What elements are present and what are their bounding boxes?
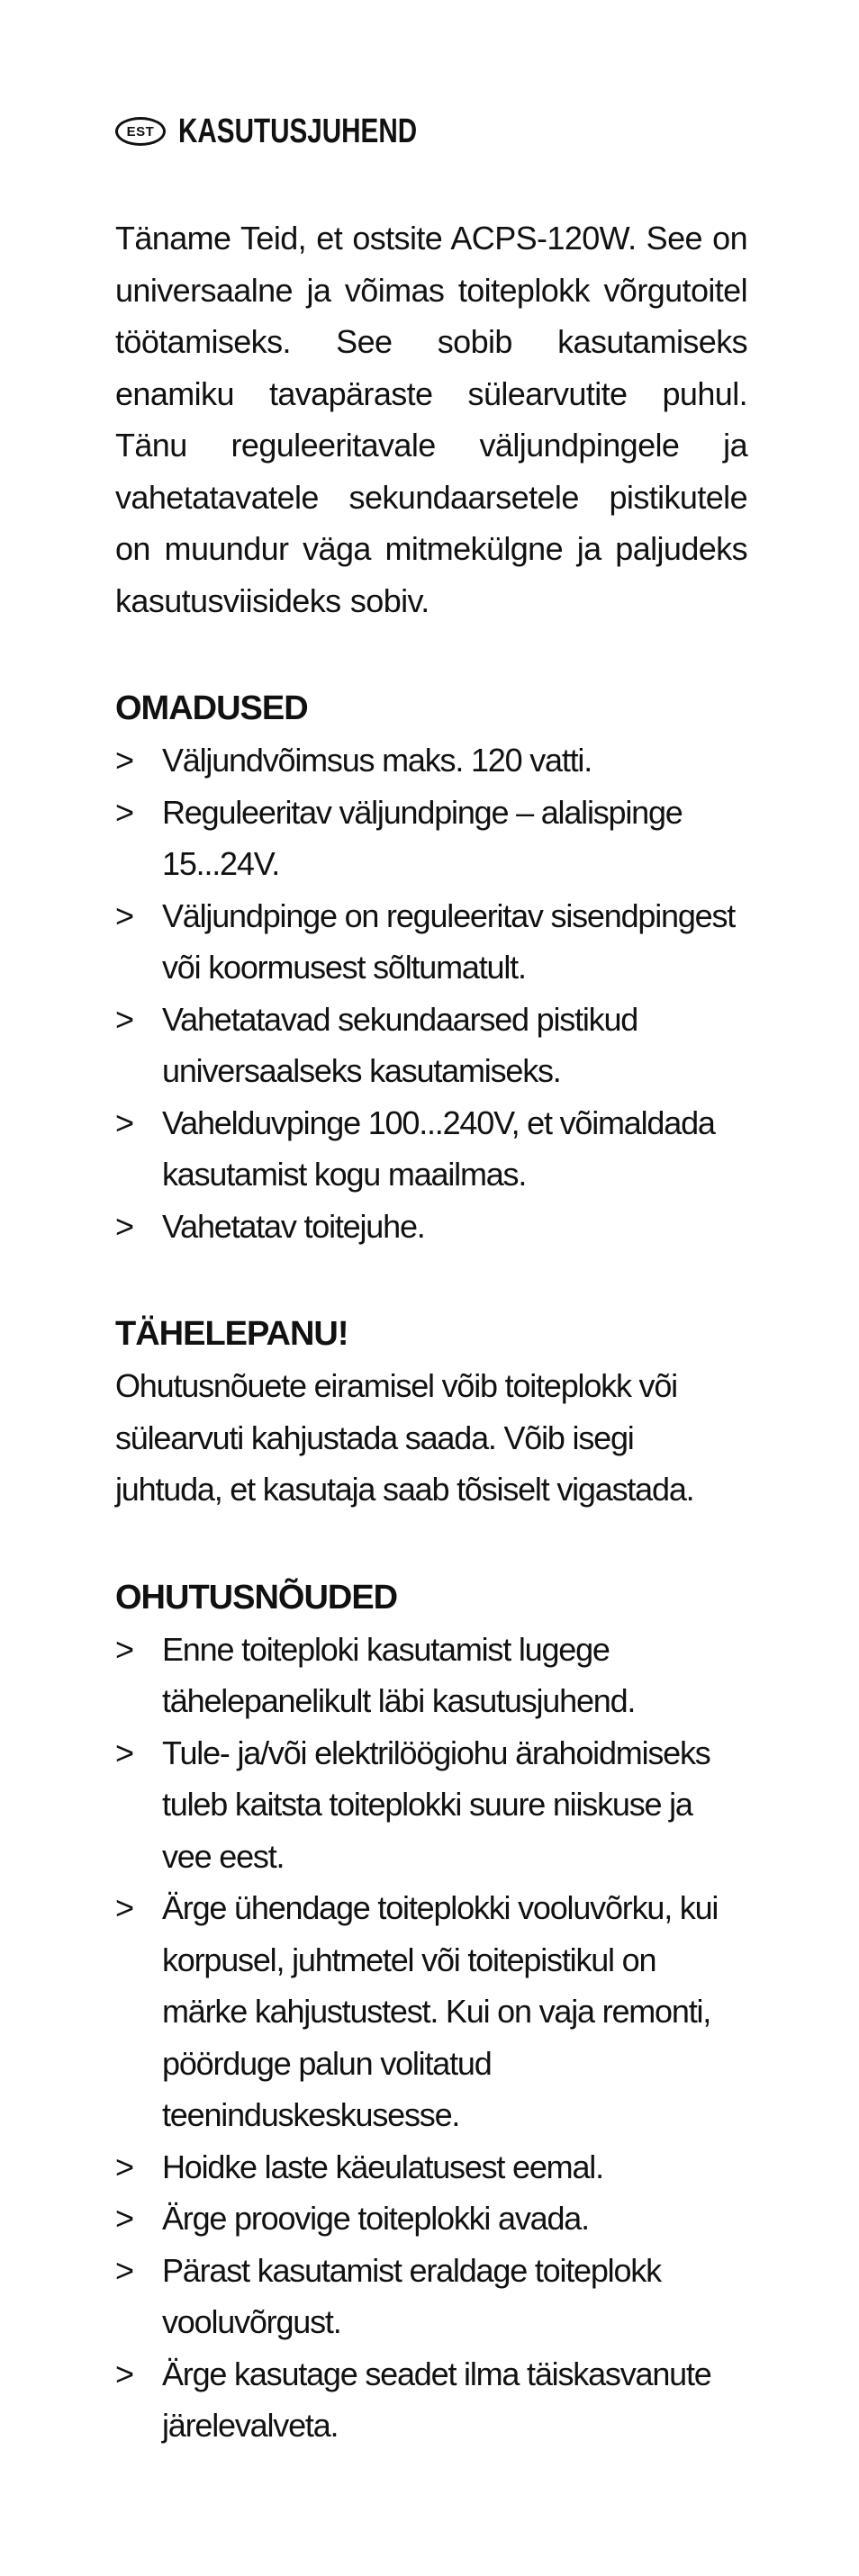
features-list-item — [115, 734, 747, 787]
safety-list-item — [115, 1624, 747, 1727]
safety-list-item — [115, 2245, 747, 2348]
features-item-text: Väljundpinge on reguleeritav sisendpingest või koormusest sõltumatult. — [162, 896, 736, 986]
safety-heading: OHUTUSNÕUDED — [115, 1578, 398, 1617]
bullet-marker: > — [115, 2251, 133, 2289]
bullet-marker: > — [115, 2148, 133, 2185]
manual-page — [115, 106, 747, 2452]
safety-list-item — [115, 2193, 747, 2245]
features-list-item — [115, 1097, 747, 1201]
bullet-marker: > — [115, 896, 133, 934]
bullet-marker: > — [115, 1207, 133, 1245]
bullet-marker: > — [115, 1889, 133, 1926]
bullet-marker: > — [115, 2355, 133, 2392]
safety-item-text: Ärge proovige toiteplokki avada. — [162, 2200, 589, 2237]
bullet-marker: > — [115, 1734, 133, 1771]
safety-item-text: Ärge ühendage toiteplokki vooluvõrku, kui korpusel, juhtmetel või toitepistikul on märke kahjustustest. Kui on vaja remonti, pöörduge palun volitatud teeninduskeskusesse. — [162, 1889, 719, 2133]
safety-item-text: Enne toiteploki kasutamist lugege tähelepanelikult läbi kasutusjuhend. — [162, 1630, 636, 1719]
bullet-marker: > — [115, 1000, 133, 1038]
features-heading: OMADUSED — [115, 689, 308, 727]
safety-item-text: Tule- ja/või elektrilöögiohu ärahoidmiseks tuleb kaitsta toiteplokki suure niiskuse ja vee eest. — [162, 1734, 710, 1875]
safety-list-item — [115, 2348, 747, 2452]
features-list-item — [115, 787, 747, 890]
intro-paragraph: Täname Teid, et ostsite ACPS-120W. See on universaalne ja võimas toiteplokk võrgutoitel töötamiseks. See sobib kasutamiseks enamiku tavapäraste sülearvutite puhul. Tänu reguleeritavale väljundpingele ja vahetatavatele sekundaarsetele pistikutele on muundur väga mitmekülgne ja paljudeks kasutusviisideks sobiv. — [115, 220, 747, 619]
safety-item-text: Hoidke laste käeulatusest eemal. — [162, 2148, 603, 2185]
features-item-text: Väljundvõimsus maks. 120 vatti. — [162, 742, 592, 779]
attention-text: Ohutusnõuete eiramisel võib toiteplokk või sülearvuti kahjustada saada. Võib isegi juhtuda, et kasutaja saab tõsiselt vigastada. — [115, 1367, 694, 1508]
safety-list-item — [115, 2141, 747, 2193]
features-item-text: Reguleeritav väljundpinge – alalispinge 15...24V. — [162, 793, 683, 882]
bullet-marker: > — [115, 1630, 133, 1668]
bullet-marker: > — [115, 793, 133, 831]
bullet-marker: > — [115, 742, 133, 779]
manual-header — [115, 106, 747, 157]
safety-list — [115, 1624, 747, 2452]
safety-list-item — [115, 1882, 747, 2141]
manual-title: KASUTUSJUHEND — [178, 112, 418, 150]
features-list-item — [115, 1201, 747, 1253]
language-badge: EST — [115, 117, 166, 146]
attention-heading: TÄHELEPANU! — [115, 1315, 348, 1353]
features-list-item — [115, 994, 747, 1097]
safety-item-text: Ärge kasutage seadet ilma täiskasvanute järelevalveta. — [162, 2355, 711, 2444]
features-item-text: Vahelduvpinge 100...240V, et võimaldada kasutamist kogu maailmas. — [162, 1103, 715, 1193]
features-item-text: Vahetatavad sekundaarsed pistikud universaalseks kasutamiseks. — [162, 1000, 638, 1089]
features-list-item — [115, 890, 747, 994]
bullet-marker: > — [115, 2200, 133, 2237]
safety-list-item — [115, 1727, 747, 1883]
bullet-marker: > — [115, 1103, 133, 1141]
features-list — [115, 734, 747, 1252]
features-item-text: Vahetatav toitejuhe. — [162, 1207, 425, 1245]
safety-item-text: Pärast kasutamist eraldage toiteplokk vooluvõrgust. — [162, 2251, 661, 2340]
